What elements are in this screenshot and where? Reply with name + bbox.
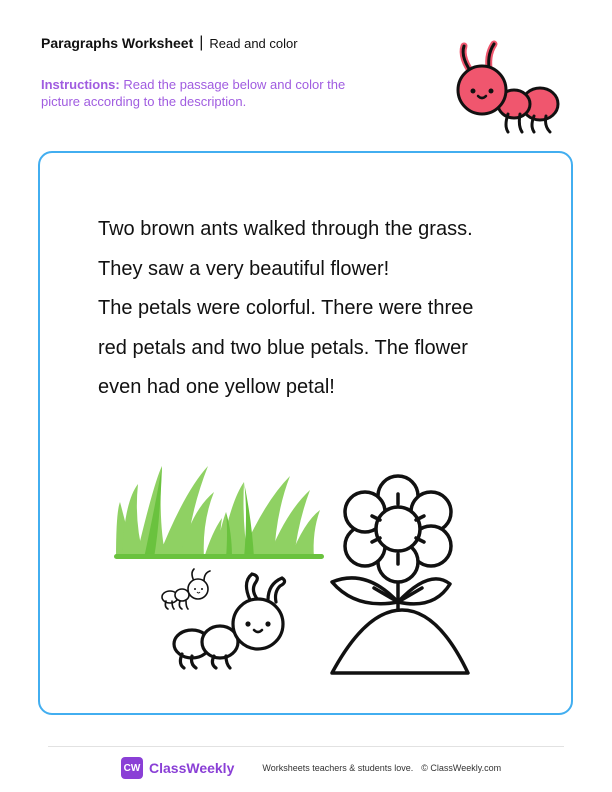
- instructions-label: Instructions:: [41, 77, 120, 92]
- footer-copyright: © ClassWeekly.com: [421, 763, 502, 773]
- passage-line: red petals and two blue petals. The flower: [98, 336, 468, 359]
- brand-name: ClassWeekly: [149, 760, 235, 776]
- reading-passage: [98, 210, 473, 408]
- red-ant-icon: [446, 36, 566, 136]
- footer: [121, 757, 501, 779]
- worksheet-title: Paragraphs Worksheet: [41, 35, 194, 51]
- footer-tagline: Worksheets teachers & students love.: [262, 763, 414, 773]
- passage-line: even had one yellow petal!: [98, 376, 335, 398]
- footer-divider: [48, 746, 564, 747]
- large-ant-outline-icon: [170, 570, 290, 670]
- worksheet-subtitle: Read and color: [209, 35, 298, 51]
- grass-icon: [114, 462, 324, 560]
- instructions: [41, 76, 381, 110]
- passage-line: The petals were colorful. There were three: [98, 297, 474, 319]
- classweekly-logo-icon: CW: [121, 757, 143, 779]
- title-separator: |: [199, 34, 204, 51]
- flower-outline-icon: [326, 470, 476, 680]
- instructions-text: Read the passage below and color the picture according to the description.: [41, 77, 346, 109]
- passage-line: They saw a very beautiful flower!: [98, 257, 390, 280]
- passage-line: Two brown ants walked through the grass.: [98, 218, 473, 240]
- worksheet-header: [41, 34, 298, 52]
